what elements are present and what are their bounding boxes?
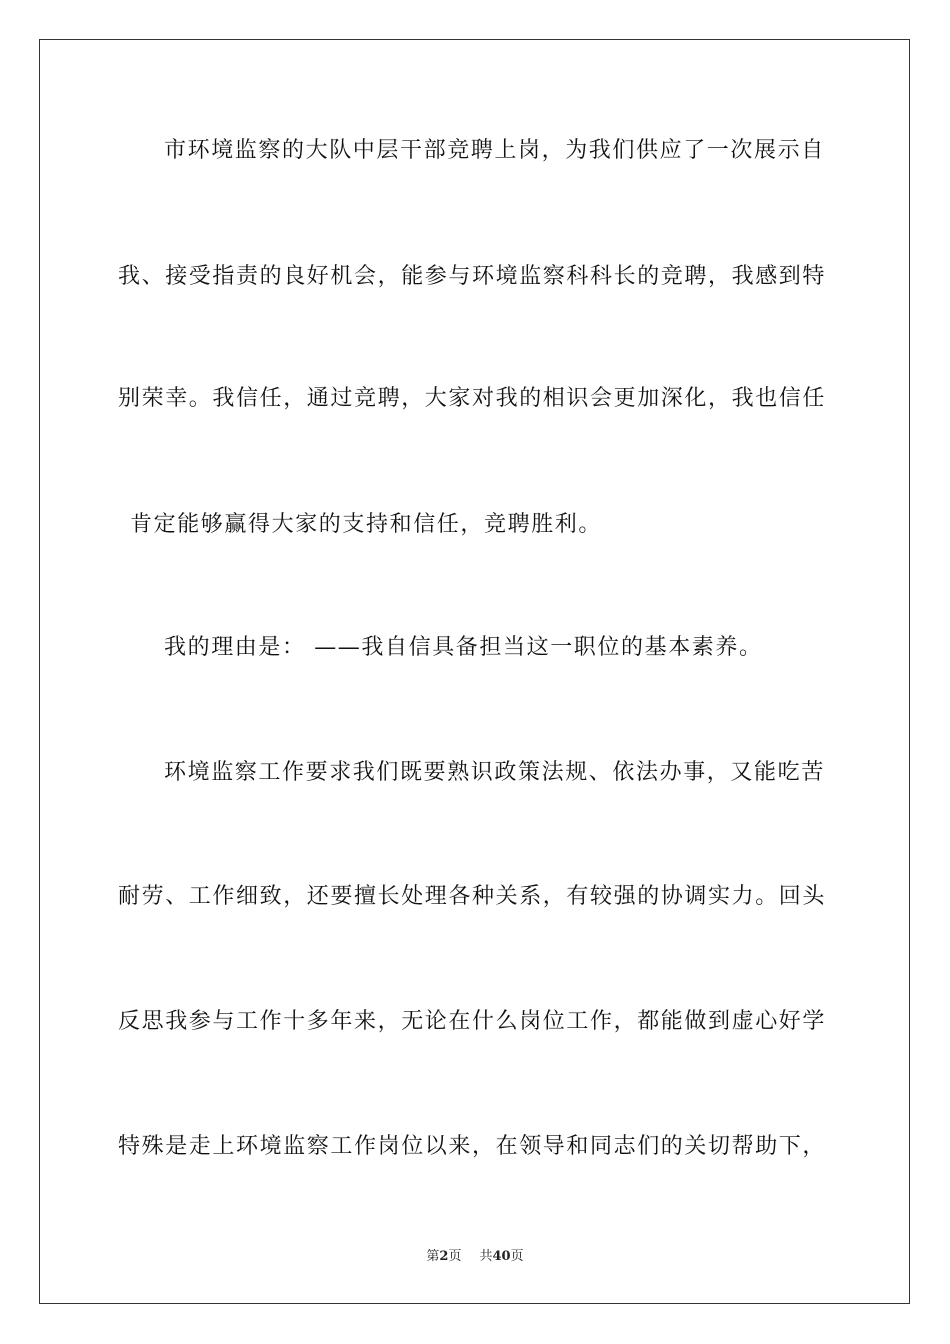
total-prefix: 共 bbox=[479, 1249, 493, 1264]
paragraph-line-2: 我、接受指责的良好机会，能参与环境监察科科长的竞聘，我感到特 bbox=[118, 264, 827, 289]
paragraph-line-4: 肯定能够赢得大家的支持和信任，竞聘胜利。 bbox=[130, 512, 603, 537]
paragraph-line-9: 特殊是走上环境监察工作岗位以来，在领导和同志们的关切帮助下， bbox=[118, 1134, 827, 1159]
page-prefix: 第 bbox=[426, 1249, 440, 1264]
total-pages: 40 bbox=[492, 1249, 511, 1264]
page-number: 2 bbox=[439, 1249, 449, 1264]
paragraph-line-7: 耐劳、工作细致，还要擅长处理各种关系，有较强的协调实力。回头 bbox=[118, 884, 827, 909]
page-frame bbox=[39, 39, 910, 1304]
page-suffix: 页 bbox=[448, 1249, 462, 1264]
paragraph-line-6: 环境监察工作要求我们既要熟识政策法规、依法办事，又能吃苦 bbox=[164, 760, 825, 785]
total-suffix: 页 bbox=[510, 1249, 524, 1264]
paragraph-line-8: 反思我参与工作十多年来，无论在什么岗位工作，都能做到虚心好学 bbox=[118, 1009, 827, 1034]
paragraph-line-3: 别荣幸。我信任，通过竞聘，大家对我的相识会更加深化，我也信任 bbox=[118, 386, 827, 411]
paragraph-line-1: 市环境监察的大队中层干部竞聘上岗，为我们供应了一次展示自 bbox=[164, 138, 825, 163]
page-footer bbox=[0, 1249, 950, 1265]
paragraph-line-5: 我的理由是： ——我自信具备担当这一职位的基本素养。 bbox=[164, 635, 763, 660]
